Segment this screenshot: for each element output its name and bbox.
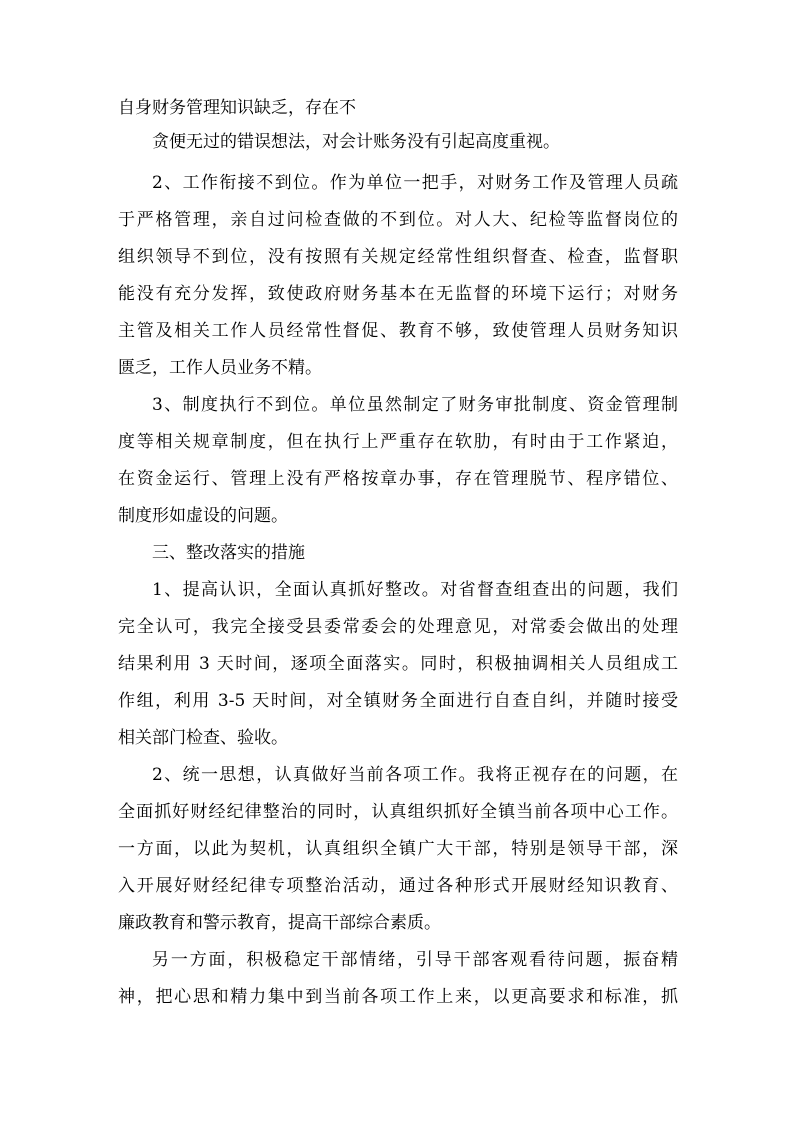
body-text-line: 一方面，以此为契机，认真组织全镇广大干部，特别是领导干部，深 [118,839,678,859]
body-text-line: 神，把心思和精力集中到当前各项工作上来，以更高要求和标准，抓 [118,987,678,1007]
body-text-line: 自身财务管理知识缺乏，存在不 [118,98,356,118]
body-text-line: 结果利用 3 天时间，逐项全面落实。同时，积极抽调相关人员组成工 [118,654,678,674]
body-text-line: 2、统一思想，认真做好当前各项工作。我将正视存在的问题，在 [152,765,678,785]
section-heading: 三、整改落实的措施 [152,543,305,563]
body-text-line: 作组，利用 3-5 天时间，对全镇财务全面进行自查自纠，并随时接受 [118,691,678,711]
body-text-line: 匮乏，工作人员业务不精。 [118,358,322,378]
body-text-line: 1、提高认识，全面认真抓好整改。对省督查组查出的问题，我们 [152,580,678,600]
body-text-line: 相关部门检查、验收。 [118,728,288,748]
body-text-line: 于严格管理，亲自过问检查做的不到位。对人大、纪检等监督岗位的 [118,210,678,230]
body-text-line: 3、制度执行不到位。单位虽然制定了财务审批制度、资金管理制 [152,395,678,415]
body-text-line: 完全认可，我完全接受县委常委会的处理意见，对常委会做出的处理 [118,617,678,637]
body-text-line: 全面抓好财经纪律整治的同时，认真组织抓好全镇当前各项中心工作。 [118,802,678,822]
body-text-line: 贪便无过的错误想法，对会计账务没有引起高度重视。 [152,132,560,152]
body-text-line: 廉政教育和警示教育，提高干部综合素质。 [118,913,441,933]
body-text-line: 制度形如虚设的问题。 [118,506,288,526]
body-text-line: 度等相关规章制度，但在执行上严重存在软肋，有时由于工作紧迫， [118,432,678,452]
body-text-line: 2、工作衔接不到位。作为单位一把手，对财务工作及管理人员疏 [152,173,678,193]
body-text-line: 能没有充分发挥，致使政府财务基本在无监督的环境下运行；对财务 [118,284,678,304]
body-text-line: 主管及相关工作人员经常性督促、教育不够，致使管理人员财务知识 [118,321,678,341]
body-text-line: 另一方面，积极稳定干部情绪，引导干部客观看待问题，振奋精 [152,950,678,970]
body-text-line: 组织领导不到位，没有按照有关规定经常性组织督查、检查，监督职 [118,247,678,267]
body-text-line: 入开展好财经纪律专项整治活动，通过各种形式开展财经知识教育、 [118,876,678,896]
body-text-line: 在资金运行、管理上没有严格按章办事，存在管理脱节、程序错位、 [118,469,678,489]
